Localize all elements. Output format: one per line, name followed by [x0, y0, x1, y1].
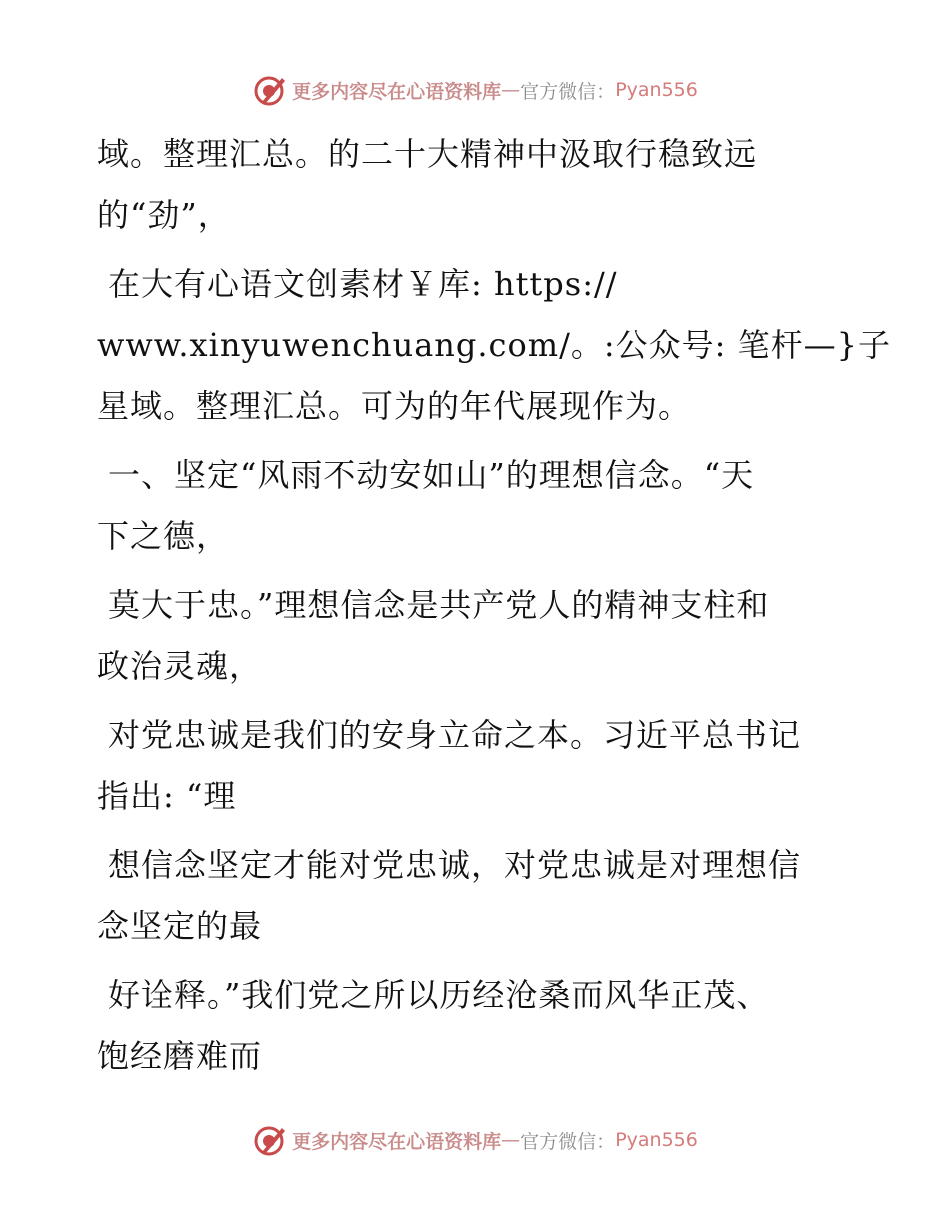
text-line: 下之德， — [97, 517, 230, 555]
text-line: 饱经磨难而 — [97, 1037, 263, 1075]
paragraph-7 — [97, 965, 842, 1087]
paragraph-1 — [97, 124, 842, 246]
text-line: 指出: “理 — [97, 777, 237, 815]
paragraph-3 — [97, 445, 842, 567]
banner-main-text: 更多内容尽在心语资料库 — [292, 80, 502, 103]
text-line: 星域。整理汇总。可为的年代展现作为。 — [97, 387, 692, 425]
text-line: 念坚定的最 — [97, 907, 263, 945]
text-line: 想信念坚定才能对党忠诚，对党忠诚是对理想信 — [108, 846, 802, 884]
header-banner — [0, 70, 950, 110]
footer-banner — [0, 1120, 950, 1160]
banner-wechat-id: Pyan556 — [615, 79, 698, 101]
text-line: 在大有心语文创素材￥库: https:// — [108, 265, 618, 303]
banner-wechat-id: Pyan556 — [615, 1129, 698, 1151]
banner-wechat-label: 官方微信： — [520, 1130, 616, 1153]
text-line: 的“劲”， — [97, 196, 231, 234]
banner-dash: — — [501, 1129, 521, 1151]
banner-dash: — — [501, 79, 521, 101]
text-line: 好诠释。”我们党之所以历经沧桑而风华正茂、 — [108, 976, 770, 1014]
text-line: 政治灵魂， — [97, 647, 263, 685]
text-line: 对党忠诚是我们的安身立命之本。习近平总书记 — [108, 716, 802, 754]
text-line: 莫大于忠。”理想信念是共产党人的精神支柱和 — [108, 586, 770, 624]
paragraph-6 — [97, 835, 842, 957]
paragraph-5 — [97, 705, 842, 827]
text-line: 域。整理汇总。的二十大精神中汲取行稳致远 — [97, 135, 758, 173]
pen-logo-icon — [252, 1122, 288, 1158]
banner-main-text: 更多内容尽在心语资料库 — [292, 1130, 502, 1153]
paragraph-4 — [97, 575, 842, 697]
banner-wechat-label: 官方微信： — [520, 80, 616, 103]
text-line: www.xinyuwenchuang.com/。:公众号: 笔杆—}子 — [97, 326, 891, 364]
pen-logo-icon — [252, 72, 288, 108]
paragraph-2 — [97, 254, 891, 437]
document-body — [97, 124, 891, 1095]
text-line: 一、坚定“风雨不动安如山”的理想信念。“天 — [108, 456, 755, 494]
